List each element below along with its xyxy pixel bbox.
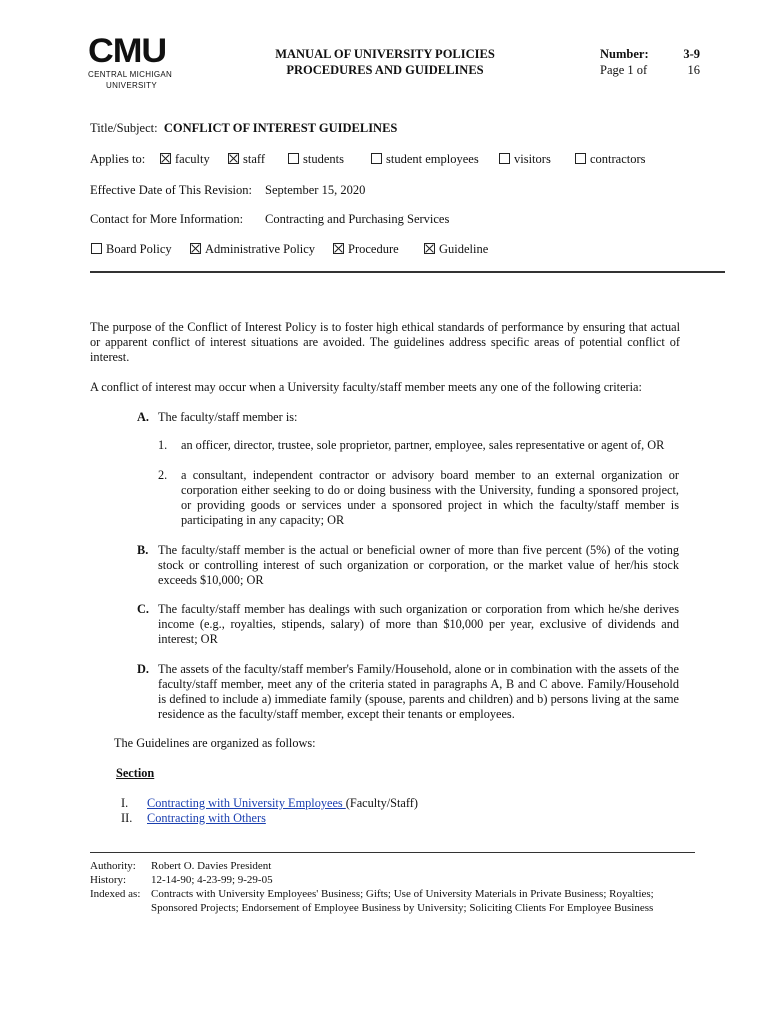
footer-divider <box>90 852 695 853</box>
applies-students[interactable]: students <box>288 152 344 167</box>
contact-value: Contracting and Purchasing Services <box>265 212 450 226</box>
manual-header <box>250 46 520 78</box>
header-divider <box>90 271 725 273</box>
page-label: Page 1 of <box>600 63 648 77</box>
indexed-label: Indexed as: <box>90 888 141 900</box>
number-block <box>600 46 700 78</box>
authority-value: Robert O. Davies President <box>151 860 272 872</box>
type-procedure[interactable]: Procedure <box>333 242 399 257</box>
logo-wordmark: CMU <box>88 32 167 70</box>
section-2-row <box>147 811 266 826</box>
section-1-row <box>147 796 418 811</box>
section-1-number: I. <box>121 796 129 810</box>
criterion-a-text: The faculty/staff member is: <box>158 410 298 424</box>
applies-staff[interactable]: staff <box>228 152 265 167</box>
criterion-a1-number: 1. <box>158 438 168 452</box>
page-total: 16 <box>687 63 700 77</box>
section-2-number: II. <box>121 811 133 825</box>
effective-value: September 15, 2020 <box>265 183 366 197</box>
cmu-logo <box>88 34 178 90</box>
history-value: 12-14-90; 4-23-99; 9-29-05 <box>151 874 273 886</box>
type-board-policy[interactable]: Board Policy <box>91 242 172 257</box>
title-value: CONFLICT OF INTEREST GUIDELINES <box>163 121 398 135</box>
checkbox-checked-icon[interactable] <box>333 243 344 254</box>
title-label: Title/Subject: <box>90 121 158 135</box>
policy-types-row <box>91 242 731 258</box>
criterion-a2-text: a consultant, independent contractor or advisory board member to an external organization or corporation either seeking to do or doing business with the University, funding a sponsored project, or providing goods or services under a sponsored project in which the faculty/staff member is participating in any capacity; OR <box>181 468 679 527</box>
title-row <box>90 121 397 136</box>
manual-line-2: PROCEDURES AND GUIDELINES <box>286 63 484 77</box>
footer <box>90 859 690 915</box>
criterion-b-letter: B. <box>137 543 149 557</box>
criterion-a2-number: 2. <box>158 468 168 482</box>
checkbox-empty-icon[interactable] <box>91 243 102 254</box>
effective-label: Effective Date of This Revision: <box>90 183 252 197</box>
checkbox-empty-icon[interactable] <box>288 153 299 164</box>
section-1-suffix: (Faculty/Staff) <box>345 796 418 810</box>
logo-subtitle-1: CENTRAL MICHIGAN <box>88 70 173 79</box>
criterion-c-letter: C. <box>137 602 149 616</box>
number-value: 3-9 <box>683 47 700 61</box>
applies-faculty[interactable]: faculty <box>160 152 210 167</box>
checkbox-checked-icon[interactable] <box>228 153 239 164</box>
criterion-b-text: The faculty/staff member is the actual or beneficial owner of more than five percent (5%) of the voting stock or controlling interest of such organization or corporation, or the market value of her/his stock exceeds $10,000; OR <box>158 543 679 587</box>
number-label: Number: <box>600 47 649 61</box>
section-1-link[interactable]: Contracting with University Employees <box>147 796 346 810</box>
history-label: History: <box>90 874 127 886</box>
organized-text: The Guidelines are organized as follows: <box>114 736 316 750</box>
applies-student-employees[interactable]: student employees <box>371 152 479 167</box>
logo-subtitle-2: UNIVERSITY <box>106 81 158 90</box>
section-heading: Section <box>116 766 155 780</box>
checkbox-checked-icon[interactable] <box>160 153 171 164</box>
checkbox-checked-icon[interactable] <box>190 243 201 254</box>
section-2-link[interactable]: Contracting with Others <box>147 811 266 825</box>
type-administrative-policy[interactable]: Administrative Policy <box>190 242 315 257</box>
checkbox-empty-icon[interactable] <box>499 153 510 164</box>
purpose-paragraph: The purpose of the Conflict of Interest Policy is to foster high ethical standards of performance by ensuring that actual or apparent conflict of interest situations are avoided. The guidelines address specific areas of potential conflict of interest. <box>90 320 680 364</box>
criteria-intro: A conflict of interest may occur when a University faculty/staff member meets any one of the following criteria: <box>90 380 642 394</box>
contact-label: Contact for More Information: <box>90 212 244 226</box>
applies-label: Applies to: <box>90 152 146 166</box>
criterion-c-text: The faculty/staff member has dealings with such organization or corporation from which he/she derives income (e.g., royalties, stipends, salary) of more than $10,000 per year, exclusive of dividends and interest; OR <box>158 602 679 646</box>
criterion-d-letter: D. <box>137 662 149 676</box>
type-guideline[interactable]: Guideline <box>424 242 488 257</box>
checkbox-checked-icon[interactable] <box>424 243 435 254</box>
checkbox-empty-icon[interactable] <box>371 153 382 164</box>
applies-row <box>90 152 730 168</box>
criterion-d-text: The assets of the faculty/staff member's Family/Household, alone or in combination with the assets of the faculty/staff member, meet any of the criteria stated in paragraphs A, B and C above. Family/Household is defined to include a) immediate family (spouse, parents and children) and b) persons living at the same residence as the faculty/staff member, except their tenants or employees. <box>158 662 679 721</box>
checkbox-empty-icon[interactable] <box>575 153 586 164</box>
manual-line-1: MANUAL OF UNIVERSITY POLICIES <box>275 47 495 61</box>
criterion-a1-text: an officer, director, trustee, sole proprietor, partner, employee, sales representative or agent of, OR <box>181 438 665 452</box>
applies-contractors[interactable]: contractors <box>575 152 646 167</box>
indexed-line-2: Sponsored Projects; Endorsement of Employee Business by University; Soliciting Clients For Employee Business <box>151 902 654 914</box>
indexed-line-1: Contracts with University Employees' Business; Gifts; Use of University Materials in Private Business; Royalties; <box>151 888 654 900</box>
authority-label: Authority: <box>90 860 136 872</box>
criterion-a-letter: A. <box>137 410 149 424</box>
applies-visitors[interactable]: visitors <box>499 152 551 167</box>
